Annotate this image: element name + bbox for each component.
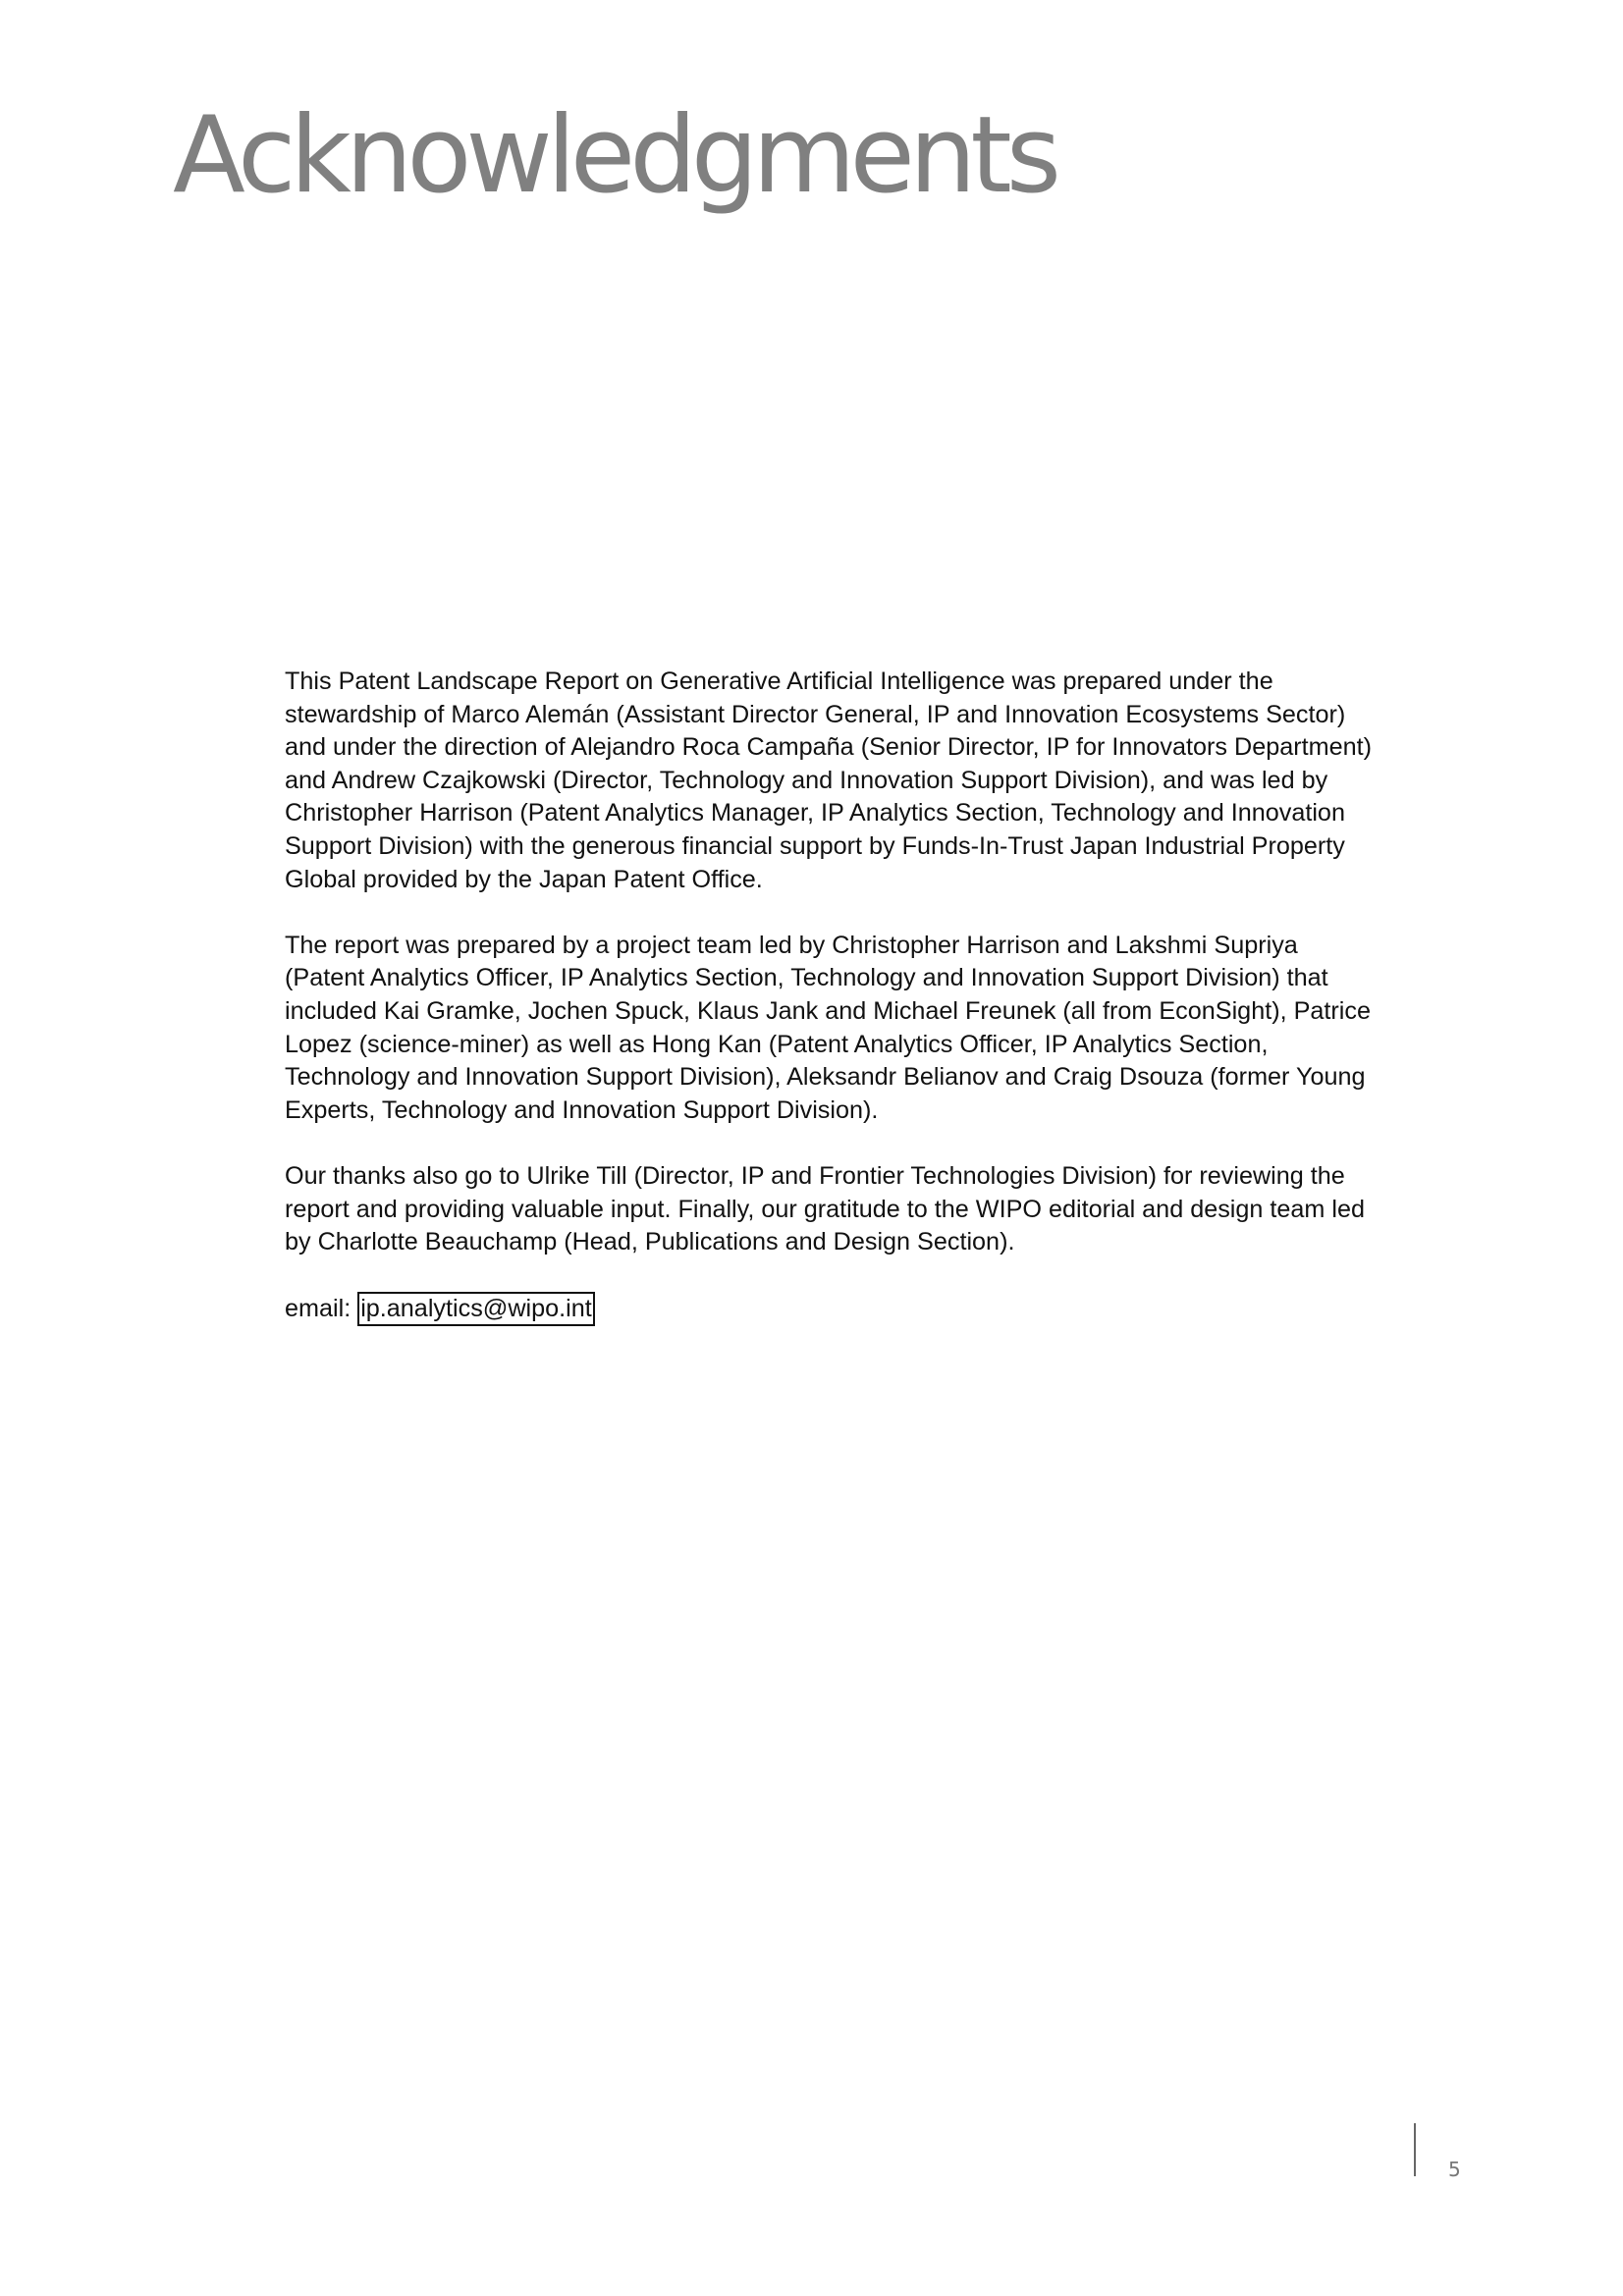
email-line [285,1292,1375,1326]
acknowledgments-body [285,666,1375,1360]
email-link[interactable]: ip.analytics@wipo.int [357,1292,595,1326]
page-title: Acknowledgments [173,94,1056,217]
page-number: 5 [1448,2158,1461,2181]
email-label: email: [285,1295,352,1323]
paragraph-thanks: Our thanks also go to Ulrike Till (Director, IP and Frontier Technologies Division) for reviewing the report and providing valuable input. Finally, our gratitude to the WIPO editorial and design team led by Charlotte Beauchamp (Head, Publications and Design Section). [285,1161,1366,1256]
footer-divider [1414,2123,1416,2176]
paragraph-project-team: The report was prepared by a project team led by Christopher Harrison and Lakshmi Supriya (Patent Analytics Officer, IP Analytics Section, Technology and Innovation Support Division) that included Kai Gramke, Jochen Spuck, Klaus Jank and Michael Freunek (all from EconSight), Patrice Lopez (science-miner) as well as Hong Kan (Patent Analytics Officer, IP Analytics Section, Technology and Innovation Support Division), Aleksandr Belianov and Craig Dsouza (former Young Experts, Technology and Innovation Support Division). [285,931,1371,1124]
paragraph-stewardship: This Patent Landscape Report on Generative Artificial Intelligence was prepared under the stewardship of Marco Alemán (Assistant Director General, IP and Innovation Ecosystems Sector) and under the direction of Alejandro Roca Campaña (Senior Director, IP for Innovators Department) and Andrew Czajkowski (Director, Technology and Innovation Support Division), and was led by Christopher Harrison (Patent Analytics Manager, IP Analytics Section, Technology and Innovation Support Division) with the generous financial support by Funds-In-Trust Japan Industrial Property Global provided by the Japan Patent Office. [285,667,1372,893]
